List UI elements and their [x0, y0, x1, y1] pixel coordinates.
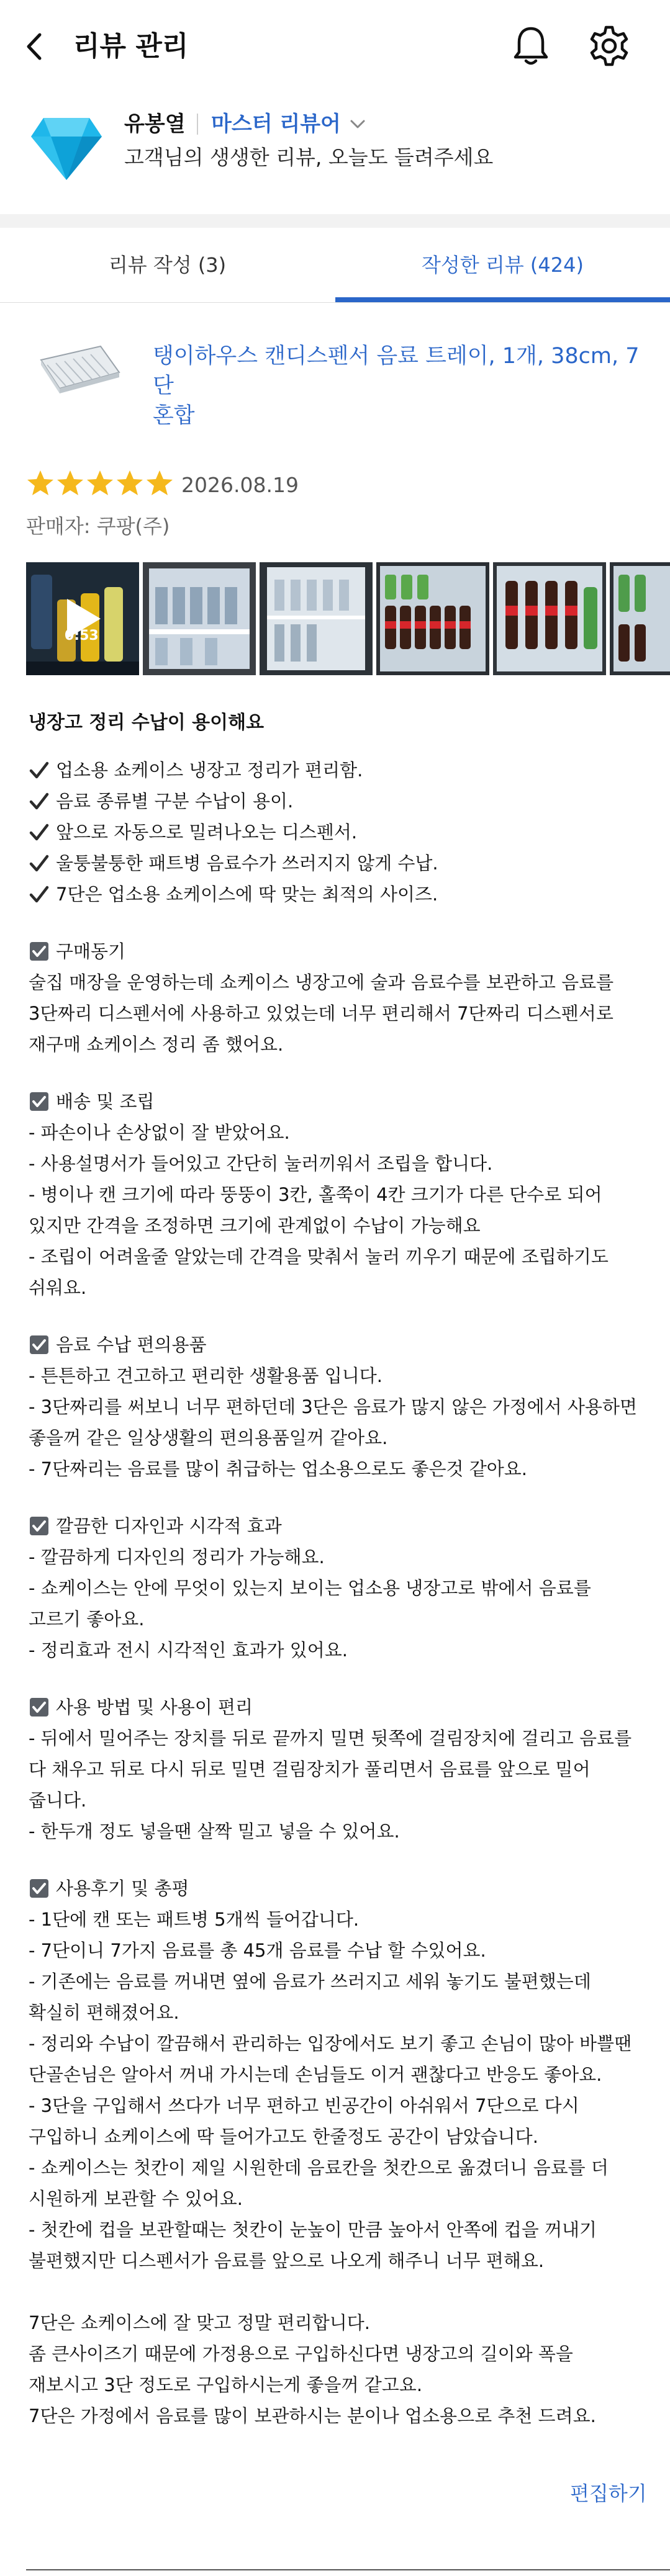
review-point-text: 울퉁불퉁한 패트병 음료수가 쓰러지지 않게 수납.: [56, 853, 438, 874]
section-heading: [29, 1086, 650, 1117]
video-duration: 0:53: [65, 628, 99, 644]
gear-icon: [587, 24, 631, 68]
review-title: 냉장고 정리 수납이 용이해요: [29, 712, 265, 734]
section-heading: [29, 1329, 650, 1360]
spacer: [29, 2276, 650, 2307]
section-heading: [29, 936, 650, 967]
section-heading-text: 사용 방법 및 사용이 편리: [56, 1697, 253, 1718]
review-line: 쉬워요.: [29, 1277, 87, 1298]
review-photos: [26, 562, 670, 675]
checkbox-checked-icon: [29, 1515, 50, 1537]
review-line: 재보시고 3단 정도로 구입하시는게 좋을꺼 같고요.: [29, 2374, 423, 2395]
section-heading: [29, 1873, 650, 1904]
review-line: 좀 큰사이즈기 때문에 가정용으로 구입하신다면 냉장고의 길이와 폭을: [29, 2343, 573, 2364]
review-point-text: 업소용 쇼케이스 냉장고 정리가 편리함.: [56, 760, 363, 781]
review-line: - 첫칸에 컵을 보관할때는 첫칸이 눈높이 만큼 높아서 안쪽에 컵을 꺼내기: [29, 2219, 597, 2240]
review-line: - 쇼케이스는 첫칸이 제일 시원한데 음료칸을 첫칸으로 옮겼더니 음료를 더: [29, 2157, 609, 2178]
review-line: 7단은 쇼케이스에 잘 맞고 정말 편리합니다.: [29, 2312, 370, 2333]
back-button[interactable]: [25, 25, 56, 68]
review-line: - 튼튼하고 견고하고 편리한 생활용품 입니다.: [29, 1365, 383, 1386]
review-photo[interactable]: [143, 562, 256, 675]
section-heading-text: 배송 및 조립: [56, 1091, 155, 1112]
spacer: [29, 1484, 650, 1510]
section-heading-text: 음료 수납 편의용품: [56, 1334, 207, 1355]
checkbox-checked-icon: [29, 1878, 50, 1899]
review-point: [29, 817, 650, 848]
review-video-thumbnail[interactable]: [26, 562, 139, 675]
photo-image: [493, 562, 606, 675]
star-rating: [26, 469, 174, 501]
review-line: - 정리효과 전시 시각적인 효과가 있어요.: [29, 1640, 348, 1661]
active-tab-indicator: [335, 297, 670, 302]
review-tabs: [0, 228, 670, 303]
review-line: - 3단을 구입해서 쓰다가 너무 편하고 빈공간이 아쉬워서 7단으로 다시: [29, 2095, 579, 2116]
tab-write-review[interactable]: 리뷰 작성 (3): [108, 253, 227, 277]
star-icon: [26, 469, 55, 498]
photo-image: [260, 562, 373, 675]
review-line: - 병이나 캔 크기에 따라 뚱뚱이 3칸, 홀쭉이 4칸 크기가 다른 단수로 되어: [29, 1184, 602, 1205]
review-photo[interactable]: [493, 562, 606, 675]
photo-image: [610, 562, 670, 675]
review-line: - 쇼케이스는 안에 무엇이 있는지 보이는 업소용 냉장고로 밖에서 음료를: [29, 1577, 591, 1599]
seller-name: 판매자: 쿠팡(주): [26, 514, 170, 538]
star-icon: [115, 469, 144, 498]
photo-image: [143, 562, 256, 675]
review-point: [29, 755, 650, 786]
app-header: [0, 0, 670, 93]
review-line: 줍니다.: [29, 1790, 87, 1811]
star-icon: [86, 469, 114, 498]
review-line: - 깔끔하게 디자인의 정리가 가능해요.: [29, 1546, 325, 1568]
diamond-icon: [30, 114, 103, 182]
spacer: [29, 910, 650, 936]
star-icon: [56, 469, 84, 498]
divider: [197, 114, 198, 135]
divider: [26, 2569, 670, 2570]
review-point: [29, 786, 650, 817]
chevron-down-icon[interactable]: [346, 112, 369, 137]
review-line: 있지만 간격을 조정하면 크기에 관계없이 수납이 가능해요: [29, 1215, 481, 1236]
edit-review-link[interactable]: 편집하기: [570, 2482, 647, 2505]
check-icon: [29, 791, 50, 812]
spacer: [29, 1847, 650, 1873]
review-point: [29, 848, 650, 879]
review-line: 단골손님은 알아서 꺼내 가시는데 손님들도 이거 괜찮다고 반응도 좋아요.: [29, 2064, 602, 2085]
review-point-text: 음료 종류별 구분 수납이 용이.: [56, 791, 294, 812]
checkbox-checked-icon: [29, 1334, 50, 1355]
review-line: 다 채우고 뒤로 다시 뒤로 밀면 걸림장치가 풀리면서 음료를 앞으로 밀어: [29, 1759, 591, 1780]
review-line: - 사용설명서가 들어있고 간단히 눌러끼워서 조립을 합니다.: [29, 1153, 493, 1174]
review-line: 불편했지만 디스펜서가 음료를 앞으로 나오게 해주니 너무 편해요.: [29, 2250, 545, 2271]
product-thumbnail: [32, 335, 125, 403]
review-line: 구입하니 쇼케이스에 딱 들어가고도 한줄정도 공간이 남았습니다.: [29, 2126, 538, 2147]
review-point: [29, 879, 650, 910]
review-line: 확실히 편해졌어요.: [29, 2002, 179, 2023]
section-heading-text: 구매동기: [56, 941, 126, 962]
review-line: 고르기 좋아요.: [29, 1609, 145, 1630]
review-line: 시원하게 보관할 수 있어요.: [29, 2188, 243, 2209]
review-content: [29, 707, 650, 2431]
star-icon: [145, 469, 174, 498]
chevron-left-icon: [25, 31, 43, 62]
review-line: 재구매 쇼케이스 정리 좀 했어요.: [29, 1034, 284, 1055]
bell-icon: [510, 24, 551, 68]
reviewer-profile: [0, 93, 670, 214]
review-line: - 3단짜리를 써보니 너무 편하던데 3단은 음료가 많지 않은 가정에서 사용하면: [29, 1396, 637, 1417]
section-heading-text: 깔끔한 디자인과 시각적 효과: [56, 1515, 282, 1537]
review-line: - 7단이니 7가지 음료를 총 45개 음료를 수납 할 수있어요.: [29, 1940, 486, 1961]
spacer: [29, 1666, 650, 1692]
review-line: - 1단에 캔 또는 패트병 5개씩 들어갑니다.: [29, 1909, 360, 1930]
check-icon: [29, 853, 50, 874]
review-date: 2026.08.19: [181, 473, 299, 497]
check-icon: [29, 822, 50, 843]
review-line: - 7단짜리는 음료를 많이 취급하는 업소용으로도 좋은것 같아요.: [29, 1458, 528, 1479]
review-point-text: 앞으로 자동으로 밀려나오는 디스펜서.: [56, 822, 358, 843]
review-line: - 기존에는 음료를 꺼내면 옆에 음료가 쓰러지고 세워 놓기도 불편했는데: [29, 1971, 591, 1992]
profile-subtitle: 고객님의 생생한 리뷰, 오늘도 들려주세요: [124, 145, 494, 169]
section-heading-text: 사용후기 및 총평: [56, 1878, 189, 1899]
review-line: 3단짜리 디스펜서에 사용하고 있었는데 너무 편리해서 7단짜리 디스펜서로: [29, 1003, 613, 1024]
product-card[interactable]: [0, 303, 670, 446]
product-title-line: 혼합: [153, 403, 195, 428]
reviewer-grade[interactable]: 마스터 리뷰어: [211, 112, 341, 137]
review-line: 술집 매장을 운영하는데 쇼케이스 냉장고에 술과 음료수를 보관하고 음료를: [29, 972, 614, 993]
page-title: 리뷰 관리: [73, 30, 189, 62]
review-photo[interactable]: [376, 562, 489, 675]
checkbox-checked-icon: [29, 941, 50, 962]
checkbox-checked-icon: [29, 1697, 50, 1718]
notifications-button[interactable]: [510, 24, 551, 68]
product-title-line: 탱이하우스 캔디스펜서 음료 트레이, 1개, 38cm, 7단: [153, 344, 640, 398]
section-heading: [29, 1692, 650, 1723]
checkbox-checked-icon: [29, 1091, 50, 1112]
review-photo[interactable]: [610, 562, 670, 675]
review-line: - 한두개 정도 넣을땐 살짝 밀고 넣을 수 있어요.: [29, 1821, 400, 1842]
review-line: - 조립이 어려울줄 알았는데 간격을 맞춰서 눌러 끼우기 때문에 조립하기도: [29, 1246, 609, 1267]
review-line: 좋을꺼 같은 일상생활의 편의용품일꺼 같아요.: [29, 1427, 388, 1448]
review-line: - 파손이나 손상없이 잘 받았어요.: [29, 1122, 290, 1143]
tab-written-reviews[interactable]: 작성한 리뷰 (424): [422, 253, 584, 277]
check-icon: [29, 760, 50, 781]
section-divider: [0, 214, 670, 228]
settings-button[interactable]: [587, 24, 631, 68]
section-heading: [29, 1510, 650, 1542]
review-line: 7단은 가정에서 음료를 많이 보관하시는 분이나 업소용으로 추천 드려요.: [29, 2405, 596, 2426]
review-line: - 뒤에서 밀어주는 장치를 뒤로 끝까지 밀면 뒷쪽에 걸림장치에 걸리고 음료를: [29, 1728, 632, 1749]
review-point-text: 7단은 업소용 쇼케이스에 딱 맞는 최적의 사이즈.: [56, 884, 438, 905]
spacer: [29, 1303, 650, 1329]
review-line: - 정리와 수납이 깔끔해서 관리하는 입장에서도 보기 좋고 손님이 많아 바쁠땐: [29, 2033, 632, 2054]
reviewer-name: 유봉열: [124, 112, 186, 137]
review-photo[interactable]: [260, 562, 373, 675]
check-icon: [29, 884, 50, 905]
product-title[interactable]: [153, 341, 650, 431]
spacer: [29, 1060, 650, 1086]
photo-image: [376, 562, 489, 675]
